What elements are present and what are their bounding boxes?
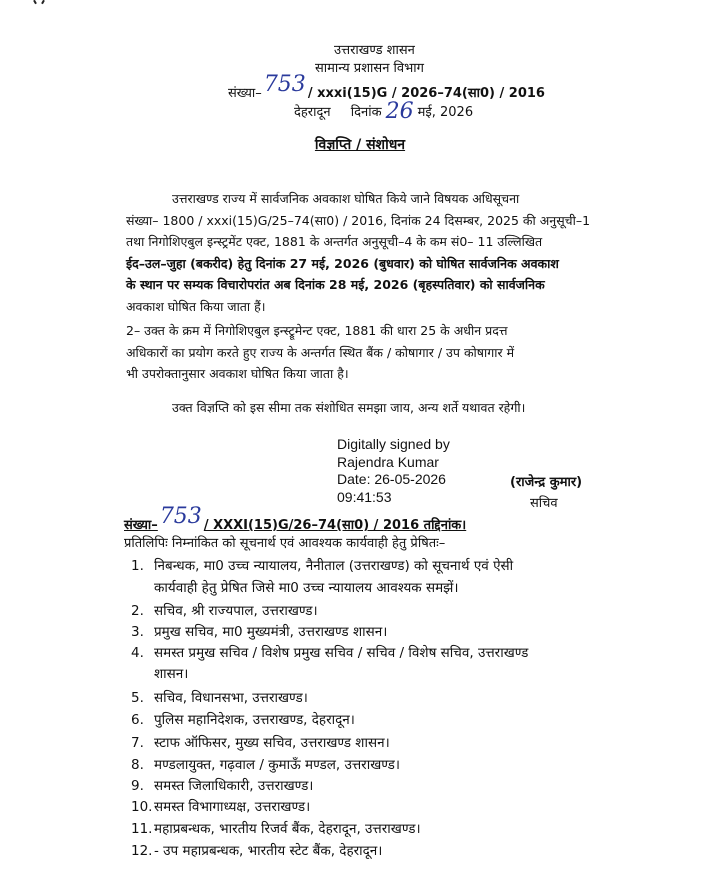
para1-line: उत्तराखण्ड राज्य में सार्वजनिक अवकाश घोषित किये जाने विषयक अधिसूचना [172, 191, 520, 206]
list-item [131, 643, 528, 661]
copy-reference [124, 504, 467, 535]
paragraph-2 [126, 320, 646, 385]
list-item [131, 755, 400, 773]
handwritten-copy-ref-number: 753 [159, 504, 202, 529]
signature-line: Rajendra Kumar [337, 453, 439, 470]
item-number: 1. [131, 558, 144, 574]
copy-ref-prefix: संख्या– [124, 518, 158, 533]
item-text: सचिव, विधानसभा, उत्तराखण्ड। [154, 690, 308, 706]
signatory-designation: सचिव [530, 496, 558, 511]
item-text: सचिव, श्री राज्यपाल, उत्तराखण्ड। [154, 603, 318, 619]
place-date [294, 97, 473, 122]
item-number: 9. [131, 778, 144, 794]
item-number: 4. [131, 645, 144, 661]
paragraph-1 [126, 188, 646, 317]
scan-mark [30, 0, 48, 3]
paragraph-3: उक्त विज्ञप्ति को इस सीमा तक संशोधित समझा जाय, अन्य शर्ते यथावत रहेगी। [172, 400, 526, 415]
list-item [131, 776, 313, 794]
list-item [131, 601, 318, 619]
item-number: 11. [131, 821, 153, 837]
signatory-name: (राजेन्द्र कुमार) [510, 475, 583, 490]
handwritten-date-day: 26 [385, 99, 414, 124]
notice-title-text: विज्ञप्ति / संशोधन [314, 137, 406, 153]
item-number: 8. [131, 757, 144, 773]
item-number: 2. [131, 603, 144, 619]
copy-intro: प्रतिलिपिः निम्नांकित को सूचनार्थ एवं आवश्यक कार्यवाही हेतु प्रेषितः– [124, 536, 446, 551]
department-name: सामान्य प्रशासन विभाग [315, 61, 424, 76]
government-name: उत्तराखण्ड शासन [334, 43, 415, 58]
signature-line: Date: 26-05-2026 [337, 471, 446, 487]
item-text: समस्त विभागाध्यक्ष, उत्तराखण्ड। [154, 799, 311, 815]
notice-title [0, 135, 720, 154]
item-text: निबन्धक, मा0 उच्च न्यायालय, नैनीताल (उत्तराखण्ड) को सूचनार्थ एवं ऐसी [154, 558, 514, 574]
list-item [131, 819, 421, 837]
place: देहरादून [294, 105, 331, 120]
signature-line: Digitally signed by [337, 436, 450, 452]
digital-signature [337, 436, 450, 506]
item-number: 10. [131, 799, 153, 815]
item-text: समस्त जिलाधिकारी, उत्तराखण्ड। [154, 778, 314, 794]
para1-line: अवकाश घोषित किया जाता हैं। [126, 298, 266, 314]
list-item [131, 797, 310, 815]
para1-line: संख्या– 1800 / xxxi(15)G/25–74(सा0) / 2016, दिनांक 24 दिसम्बर, 2025 की अनुसूची–1 [126, 212, 591, 228]
item-number: 7. [131, 735, 144, 751]
list-item [131, 710, 355, 728]
list-item [131, 841, 382, 859]
signature-line: 09:41:53 [337, 488, 392, 505]
item-number: 5. [131, 690, 144, 706]
item-text: महाप्रबन्धक, भारतीय रिजर्व बैंक, देहरादून, उत्तराखण्ड। [154, 821, 421, 837]
list-item [131, 733, 390, 751]
item-number: 6. [131, 712, 144, 728]
para1-line: तथा निगोशिएबुल इन्स्ट्रमेंट एक्ट, 1881 के अन्तर्गत अनुसूची–4 के कम सं0– 11 उल्लिखित [126, 234, 543, 249]
list-item [131, 622, 387, 640]
item-text: मण्डलायुक्त, गढ़वाल / कुमाऊँ मण्डल, उत्तराखण्ड। [154, 757, 400, 773]
para2-line: अधिकारों का प्रयोग करते हुए राज्य के अन्तर्गत स्थित बैंक / कोषागार / उप कोषागार में [126, 344, 515, 360]
handwritten-ref-number: 753 [263, 72, 306, 97]
item-text: स्टाफ ऑफिसर, मुख्य सचिव, उत्तराखण्ड शासन। [154, 735, 390, 751]
copy-ref-suffix: / XXXI(15)G/26–74(सा0) / 2016 तद्दिनांक। [203, 518, 467, 533]
para1-line: ईद–उल–जुहा (बकरीद) हेतु दिनांक 27 मई, 2026 (बुधवार) को घोषित सार्वजनिक अवकाश [126, 255, 559, 271]
ref-suffix: / xxxi(15)G / 2026–74(सा0) / 2016 [307, 86, 545, 101]
date-prefix: दिनांक [350, 105, 382, 120]
list-item-continuation: कार्यवाही हेतु प्रेषित जिसे मा0 उच्च न्यायालय आवश्यक समझें। [154, 580, 459, 596]
list-item-continuation: शासन। [154, 666, 189, 682]
para2-line: भी उपरोक्तानुसार अवकाश घोषित किया जाता है। [126, 366, 349, 381]
item-number: 12. [131, 843, 153, 859]
ref-prefix: संख्या– [228, 86, 262, 101]
list-item [131, 688, 308, 706]
item-number: 3. [131, 624, 144, 640]
item-text: पुलिस महानिदेशक, उत्तराखण्ड, देहरादून। [154, 712, 355, 728]
item-text: प्रमुख सचिव, मा0 मुख्यमंत्री, उत्तराखण्ड शासन। [154, 624, 388, 640]
list-item [131, 556, 513, 574]
date-suffix: मई, 2026 [417, 105, 474, 120]
item-text: - उप महाप्रबन्धक, भारतीय स्टेट बैंक, देहरादून। [154, 843, 383, 859]
item-text: समस्त प्रमुख सचिव / विशेष प्रमुख सचिव / सचिव / विशेष सचिव, उत्तराखण्ड [154, 645, 529, 661]
para2-line: 2– उक्त के क्रम में निगोशिएबुल इन्स्ट्रूमेन्ट एक्ट, 1881 की धारा 25 के अधीन प्रदत्त [126, 323, 508, 338]
para1-line: के स्थान पर सम्यक विचारोपरांत अब दिनांक 28 मई, 2026 (बृहस्पतिवार) को सार्वजनिक [126, 277, 545, 292]
